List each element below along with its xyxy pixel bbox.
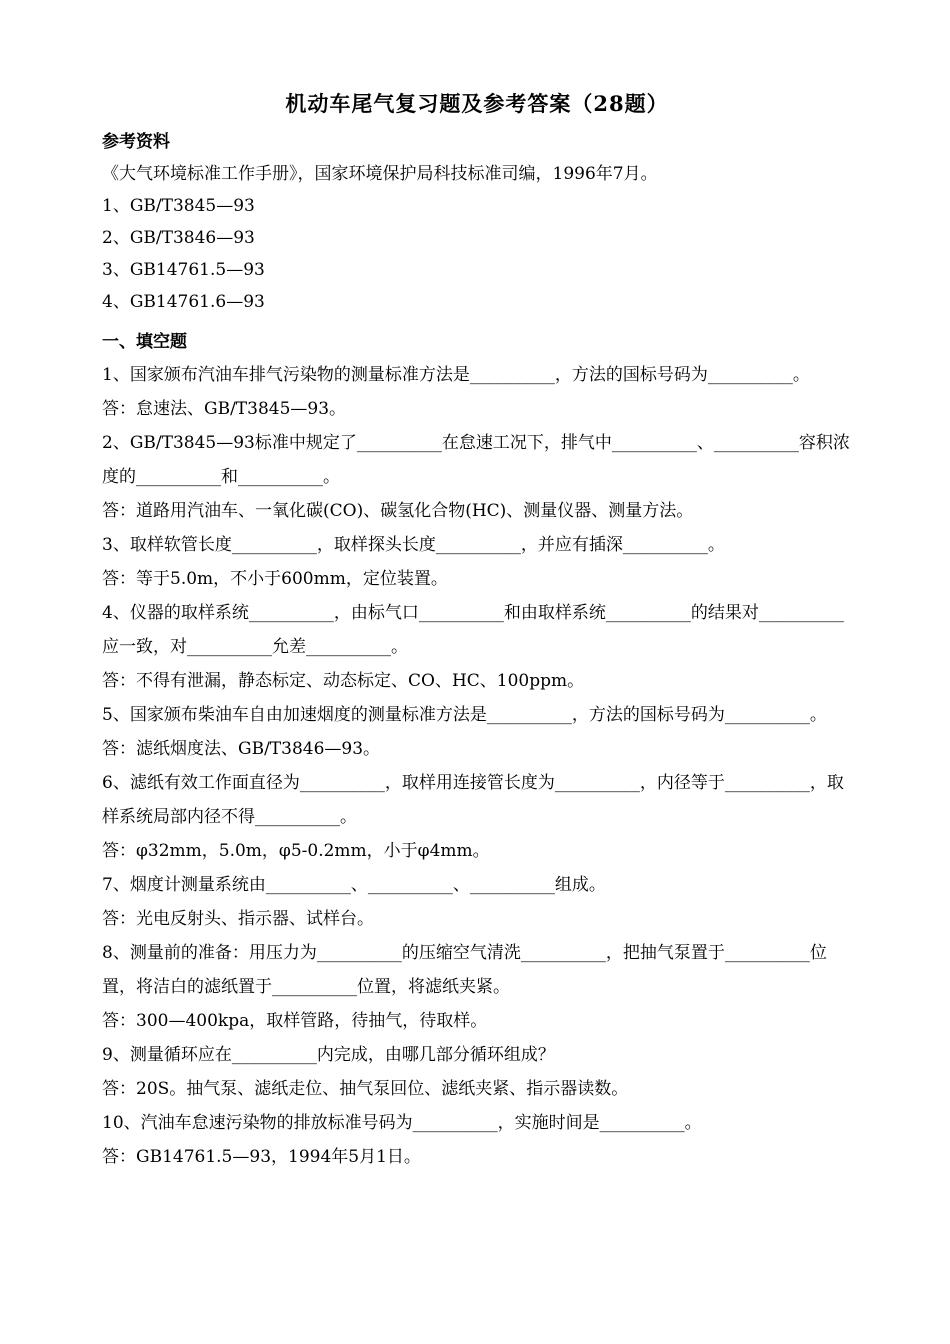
document-title: 机动车尾气复习题及参考答案（28题） [285, 91, 669, 116]
answer-9: 答：20S。抽气泵、滤纸走位、抽气泵回位、滤纸夹紧、指示器读数。 [102, 1079, 629, 1099]
question-1: 1、国家颁布汽油车排气污染物的测量标准方法是__________，方法的国标号码为__________。 [102, 365, 810, 385]
answer-7: 答：光电反射头、指示器、试样台。 [102, 909, 374, 929]
reference-item: 1、GB/T3845—93 [102, 196, 255, 216]
answer-3: 答：等于5.0m，不小于600mm，定位装置。 [102, 569, 448, 589]
answer-1: 答：怠速法、GB/T3845—93。 [102, 399, 347, 419]
question-9: 9、测量循环应在__________内完成，由哪几部分循环组成？ [102, 1045, 555, 1065]
reference-item: 4、GB14761.6—93 [102, 292, 265, 312]
answer-6: 答：φ32mm，5.0m，φ5-0.2mm，小于φ4mm。 [102, 841, 490, 861]
reference-item: 3、GB14761.5—93 [102, 260, 265, 280]
reference-item: 2、GB/T3846—93 [102, 228, 255, 248]
answer-5: 答：滤纸烟度法、GB/T3846—93。 [102, 739, 381, 759]
answer-10: 答：GB14761.5—93，1994年5月1日。 [102, 1147, 421, 1167]
question-5: 5、国家颁布柴油车自由加速烟度的测量标准方法是__________，方法的国标号码为__________。 [102, 705, 827, 725]
question-7: 7、烟度计测量系统由__________、__________、__________组成。 [102, 875, 606, 895]
answer-2: 答：道路用汽油车、一氧化碳(CO)、碳氢化合物(HC)、测量仪器、测量方法。 [102, 501, 694, 521]
question-8: 8、测量前的准备：用压力为__________的压缩空气清洗__________，把抽气泵置于__________位置，将洁白的滤纸置于__________位置，将滤纸夹紧。 [102, 943, 827, 997]
question-3: 3、取样软管长度__________，取样探头长度__________，并应有插深__________。 [102, 535, 725, 555]
document-page [102, 88, 852, 1174]
question-10: 10、汽油车怠速污染物的排放标准号码为__________，实施时间是__________。 [102, 1113, 702, 1133]
references-heading: 参考资料 [102, 132, 170, 152]
answer-8: 答：300—400kpa，取样管路，待抽气，待取样。 [102, 1011, 488, 1031]
references-source: 《大气环境标准工作手册》，国家环境保护局科技标准司编，1996年7月。 [102, 164, 658, 184]
question-6: 6、滤纸有效工作面直径为__________，取样用连接管长度为__________，内径等于__________，取样系统局部内径不得__________。 [102, 773, 844, 827]
question-4: 4、仪器的取样系统__________，由标气口__________和由取样系统__________的结果对__________应一致，对__________允差__________。 [102, 603, 844, 657]
question-2: 2、GB/T3845—93标准中规定了__________在怠速工况下，排气中__________、__________容积浓度的__________和__________。 [102, 433, 850, 487]
answer-4: 答：不得有泄漏，静态标定、动态标定、CO、HC、100ppm。 [102, 671, 585, 691]
section-heading: 一、填空题 [102, 332, 187, 352]
